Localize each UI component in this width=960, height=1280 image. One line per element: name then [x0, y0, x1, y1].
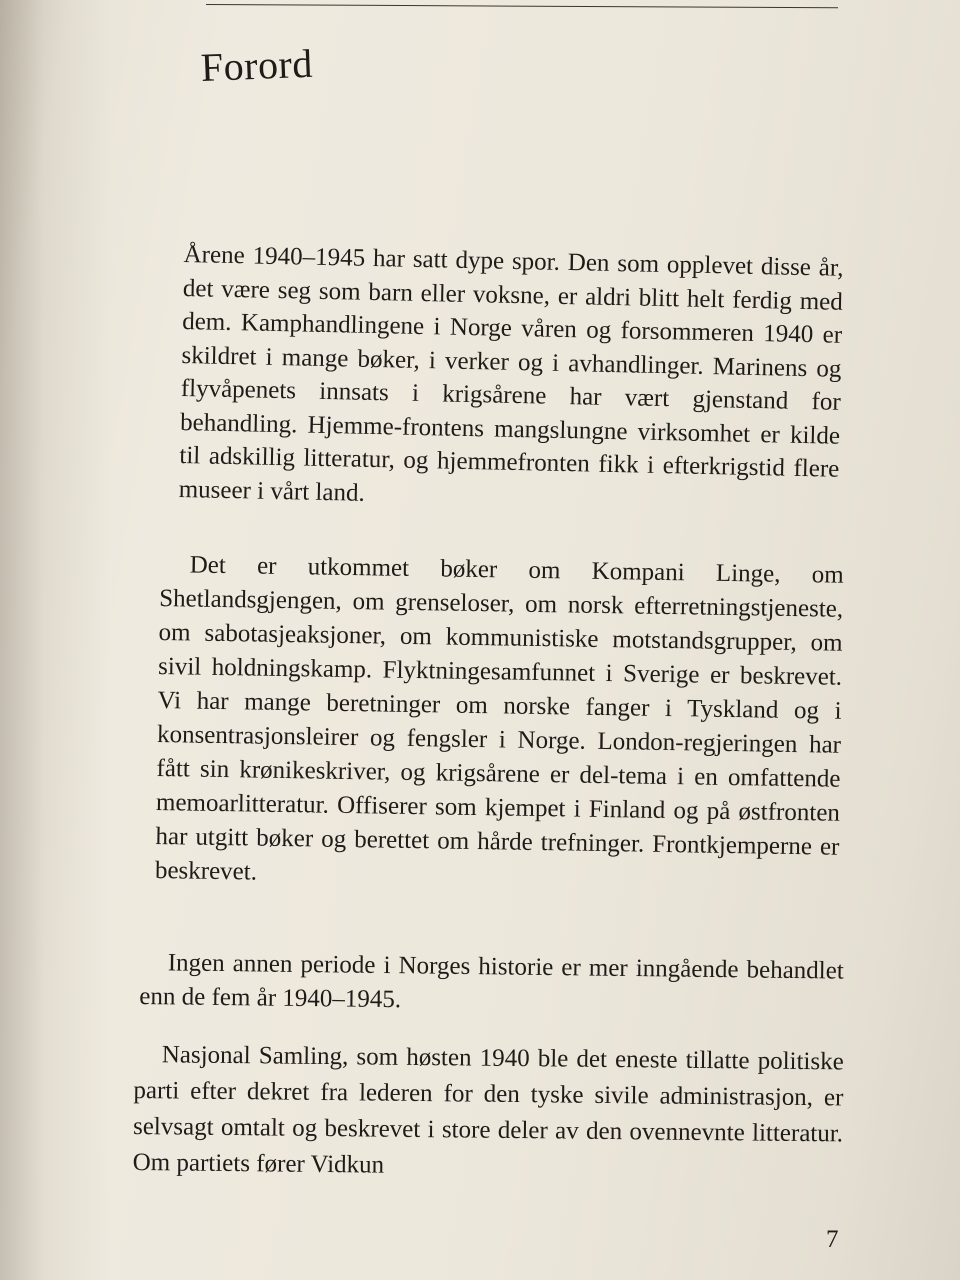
paragraph-3: Ingen annen periode i Norges historie er mer inngående behandlet enn de fem år 1940–1945.	[139, 949, 844, 1014]
page-number: 7	[826, 1226, 839, 1253]
paragraph-block-3	[139, 946, 844, 1023]
page-title: Forord	[200, 40, 314, 90]
paragraph-block-1	[178, 238, 843, 520]
paragraph-4: Nasjonal Samling, som høsten 1940 ble det eneste tillatte politiske parti efter dekret fra lederen for den tyske sivile administrasjon, er selvsagt omtalt og beskrevet i store deler av den ovennevnte litteratur. Om partiets fører Vidkun	[132, 1041, 844, 1179]
paragraph-block-2	[155, 548, 844, 899]
paragraph-1: Årene 1940–1945 har satt dype spor. Den som opplevet disse år, det være seg som barn eller voksne, er aldri blitt helt ferdig med dem. Kamphandlingene i Norge våren og forsommeren 1940 er skildret i mange bøker, i verker og i avhandlinger. Marinens og flyvåpenets innsats i krigsårene har vært gjenstand for behandling. Hjemme-frontens mangslungne virksomhet er kilde til adskillig litteratur, og hjemmefronten fikk i efterkrigstid flere museer i vårt land.	[178, 240, 844, 507]
gutter-shadow	[0, 0, 110, 1280]
paragraph-2: Det er utkommet bøker om Kompani Linge, om Shetlandsgjengen, om grenseloser, om norsk efterretningstjeneste, om sabotasjeaksjoner, om kommunistiske motstandsgrupper, om sivil holdningskamp. Flyktningesamfunnet i Sverige er beskrevet. Vi har mange beretninger om norske fanger i Tyskland og i konsentrasjonsleirer og fengsler i Norge. London-regjeringen har fått sin krønikeskriver, og krigsårene er del-tema i en omfattende memoarlitteratur. Offiserer som kjempet i Finland og på østfronten har utgitt bøker og berettet om hårde trefninger. Frontkjemperne er beskrevet.	[154, 551, 844, 886]
header-rule	[206, 4, 838, 8]
paragraph-block-4	[132, 1037, 843, 1188]
